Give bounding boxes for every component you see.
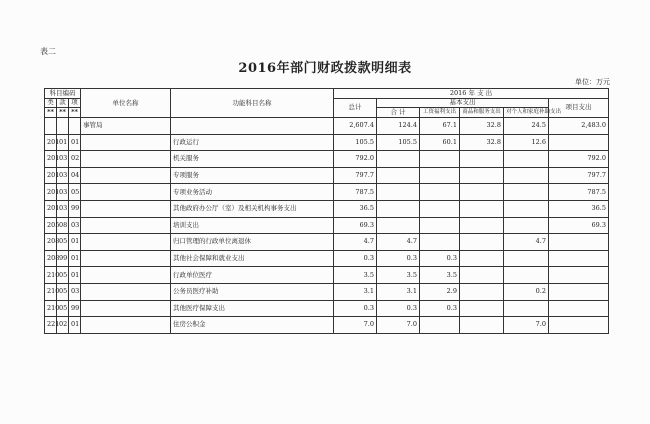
cell-goods	[460, 217, 504, 234]
cell-total: 2,607.4	[334, 118, 377, 135]
cell-personal	[504, 300, 549, 317]
cell-lei: 201	[45, 184, 57, 201]
cell-xiang: 01	[69, 250, 81, 267]
cell-lei: 201	[45, 151, 57, 168]
header-kuan: 款	[57, 98, 69, 108]
cell-total: 69.3	[334, 217, 377, 234]
cell-salary	[420, 217, 460, 234]
header-goods: 商品和服务支出	[460, 108, 504, 118]
cell-unit	[81, 283, 171, 300]
cell-unit	[81, 300, 171, 317]
cell-xiang: 01	[69, 234, 81, 251]
cell-goods	[460, 300, 504, 317]
cell-subtotal: 3.5	[377, 267, 420, 284]
cell-salary	[420, 151, 460, 168]
cell-salary: 67.1	[420, 118, 460, 135]
cell-salary	[420, 184, 460, 201]
cell-lei: 221	[45, 317, 57, 334]
cell-total: 36.5	[334, 200, 377, 217]
header-subject-code: 科目编码	[45, 89, 81, 99]
cell-kuan: 03	[57, 167, 69, 184]
header-total: 总计	[334, 98, 377, 118]
cell-unit	[81, 217, 171, 234]
cell-salary: 0.3	[420, 250, 460, 267]
cell-lei: 201	[45, 134, 57, 151]
cell-func: 其他社会保障和就业支出	[171, 250, 334, 267]
table-row	[45, 200, 609, 217]
cell-unit	[81, 184, 171, 201]
cell-goods	[460, 250, 504, 267]
cell-goods: 32.8	[460, 118, 504, 135]
cell-total: 4.7	[334, 234, 377, 251]
table-row	[45, 134, 609, 151]
cell-subtotal: 105.5	[377, 134, 420, 151]
cell-subtotal	[377, 151, 420, 168]
star-cell: **	[69, 108, 81, 118]
cell-project: 787.5	[549, 184, 609, 201]
cell-subtotal	[377, 217, 420, 234]
cell-func: 行政运行	[171, 134, 334, 151]
cell-func: 培训支出	[171, 217, 334, 234]
cell-personal	[504, 151, 549, 168]
cell-goods	[460, 167, 504, 184]
cell-lei: 201	[45, 200, 57, 217]
cell-total: 797.7	[334, 167, 377, 184]
cell-project: 69.3	[549, 217, 609, 234]
cell-kuan: 03	[57, 151, 69, 168]
cell-goods	[460, 283, 504, 300]
cell-unit: 事管局	[81, 118, 171, 135]
cell-unit	[81, 151, 171, 168]
cell-subtotal: 7.0	[377, 317, 420, 334]
cell-goods	[460, 200, 504, 217]
cell-kuan: 02	[57, 317, 69, 334]
cell-salary	[420, 167, 460, 184]
cell-kuan: 01	[57, 134, 69, 151]
cell-total: 3.1	[334, 283, 377, 300]
appropriation-table	[44, 88, 609, 334]
cell-project	[549, 250, 609, 267]
cell-subtotal: 0.3	[377, 250, 420, 267]
cell-goods	[460, 267, 504, 284]
cell-xiang: 03	[69, 217, 81, 234]
cell-subtotal	[377, 200, 420, 217]
cell-func: 专项服务	[171, 167, 334, 184]
cell-xiang: 05	[69, 184, 81, 201]
cell-lei: 201	[45, 167, 57, 184]
table-row	[45, 217, 609, 234]
cell-personal: 0.2	[504, 283, 549, 300]
cell-lei: 205	[45, 217, 57, 234]
cell-kuan	[57, 118, 69, 135]
cell-total: 0.3	[334, 300, 377, 317]
cell-xiang: 04	[69, 167, 81, 184]
cell-kuan: 05	[57, 300, 69, 317]
cell-salary: 3.5	[420, 267, 460, 284]
cell-lei: 210	[45, 283, 57, 300]
cell-kuan: 03	[57, 200, 69, 217]
header-project: 项目支出	[549, 98, 609, 118]
cell-total: 3.5	[334, 267, 377, 284]
cell-func: 机关服务	[171, 151, 334, 168]
cell-xiang	[69, 118, 81, 135]
cell-project	[549, 134, 609, 151]
cell-unit	[81, 200, 171, 217]
star-cell: **	[57, 108, 69, 118]
table-row	[45, 317, 609, 334]
cell-personal: 4.7	[504, 234, 549, 251]
table-row	[45, 300, 609, 317]
header-func-name: 功能科目名称	[171, 89, 334, 118]
header-xiang: 项	[69, 98, 81, 108]
table-row	[45, 267, 609, 284]
cell-goods	[460, 184, 504, 201]
cell-unit	[81, 167, 171, 184]
cell-total: 0.3	[334, 250, 377, 267]
cell-project	[549, 283, 609, 300]
cell-unit	[81, 267, 171, 284]
cell-xiang: 01	[69, 317, 81, 334]
cell-personal: 24.5	[504, 118, 549, 135]
cell-project: 36.5	[549, 200, 609, 217]
cell-salary	[420, 200, 460, 217]
table-row	[45, 184, 609, 201]
cell-salary	[420, 317, 460, 334]
cell-xiang: 02	[69, 151, 81, 168]
cell-xiang: 01	[69, 134, 81, 151]
table-label: 表二	[40, 47, 56, 56]
cell-goods	[460, 317, 504, 334]
cell-salary	[420, 234, 460, 251]
cell-project	[549, 234, 609, 251]
cell-personal	[504, 267, 549, 284]
cell-goods	[460, 234, 504, 251]
cell-func: 公务员医疗补助	[171, 283, 334, 300]
cell-salary: 60.1	[420, 134, 460, 151]
cell-unit	[81, 234, 171, 251]
cell-xiang: 99	[69, 300, 81, 317]
cell-subtotal: 124.4	[377, 118, 420, 135]
header-subtotal: 合 计	[377, 108, 420, 118]
cell-project: 2,483.0	[549, 118, 609, 135]
table-row	[45, 250, 609, 267]
cell-kuan: 08	[57, 217, 69, 234]
cell-lei: 208	[45, 234, 57, 251]
header-unit-name: 单位名称	[81, 89, 171, 118]
cell-goods: 32.8	[460, 134, 504, 151]
header-personal: 对个人和家庭补助支出	[504, 108, 549, 118]
cell-salary: 2.9	[420, 283, 460, 300]
cell-unit	[81, 134, 171, 151]
cell-personal: 7.0	[504, 317, 549, 334]
page-title: 2016年部门财政拨款明细表	[238, 61, 412, 76]
cell-personal	[504, 167, 549, 184]
cell-kuan: 03	[57, 184, 69, 201]
cell-unit	[81, 317, 171, 334]
cell-project: 797.7	[549, 167, 609, 184]
cell-subtotal: 3.1	[377, 283, 420, 300]
cell-personal: 12.6	[504, 134, 549, 151]
cell-lei	[45, 118, 57, 135]
table-row	[45, 118, 609, 135]
cell-personal	[504, 250, 549, 267]
cell-total: 105.5	[334, 134, 377, 151]
table-row	[45, 151, 609, 168]
cell-project	[549, 267, 609, 284]
cell-xiang: 03	[69, 283, 81, 300]
cell-personal	[504, 217, 549, 234]
header-basic: 基本支出	[377, 98, 549, 108]
star-cell: **	[45, 108, 57, 118]
header-salary: 工资福利支出	[420, 108, 460, 118]
cell-func: 其他政府办公厅（室）及相关机构事务支出	[171, 200, 334, 217]
cell-kuan: 05	[57, 283, 69, 300]
cell-project: 792.0	[549, 151, 609, 168]
cell-kuan: 99	[57, 250, 69, 267]
cell-xiang: 99	[69, 200, 81, 217]
header-lei: 类	[45, 98, 57, 108]
cell-lei: 210	[45, 300, 57, 317]
cell-lei: 210	[45, 267, 57, 284]
header-year-expense: 2016 年 支 出	[334, 89, 609, 99]
cell-salary: 0.3	[420, 300, 460, 317]
cell-total: 792.0	[334, 151, 377, 168]
cell-func: 行政单位医疗	[171, 267, 334, 284]
cell-goods	[460, 151, 504, 168]
cell-project	[549, 317, 609, 334]
cell-personal	[504, 184, 549, 201]
cell-total: 787.5	[334, 184, 377, 201]
cell-subtotal	[377, 167, 420, 184]
cell-project	[549, 300, 609, 317]
cell-func	[171, 118, 334, 135]
cell-func: 专项业务活动	[171, 184, 334, 201]
cell-subtotal: 0.3	[377, 300, 420, 317]
cell-subtotal: 4.7	[377, 234, 420, 251]
cell-unit	[81, 250, 171, 267]
unit-note: 单位：万元	[575, 78, 610, 86]
cell-func: 其他医疗保障支出	[171, 300, 334, 317]
cell-total: 7.0	[334, 317, 377, 334]
cell-kuan: 05	[57, 267, 69, 284]
cell-personal	[504, 200, 549, 217]
table-row	[45, 234, 609, 251]
table-row	[45, 283, 609, 300]
cell-kuan: 05	[57, 234, 69, 251]
cell-lei: 208	[45, 250, 57, 267]
table-row	[45, 167, 609, 184]
cell-subtotal	[377, 184, 420, 201]
cell-func: 归口管理的行政单位离退休	[171, 234, 334, 251]
cell-func: 住房公积金	[171, 317, 334, 334]
cell-xiang: 01	[69, 267, 81, 284]
